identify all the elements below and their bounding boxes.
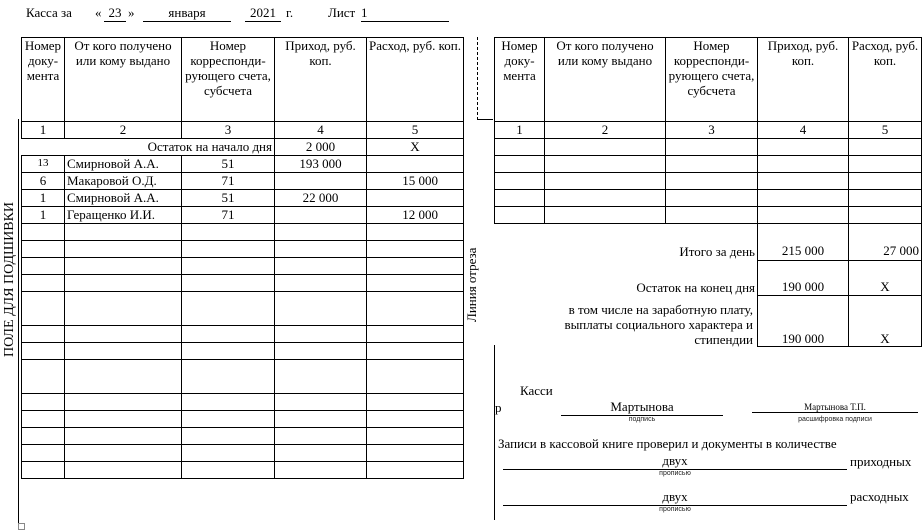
col-number: 2	[65, 122, 182, 139]
signature-caption: подпись	[628, 416, 656, 423]
right-ledger-table	[494, 37, 922, 347]
cut-line	[477, 37, 478, 120]
row-expense: 12 000	[367, 207, 464, 224]
col-number: 3	[182, 122, 275, 139]
col-income-header: Приход, руб. коп.	[275, 38, 367, 122]
year-suffix: г.	[286, 5, 294, 20]
col-number: 5	[849, 122, 922, 139]
outgoing-caption: прописью	[659, 506, 691, 513]
closing-balance-expense: Х	[849, 261, 922, 296]
binding-field-label: ПОЛЕ ДЛЯ ПОДШИВКИ	[2, 201, 17, 357]
empty-row	[495, 190, 922, 207]
left-ledger-table	[21, 37, 464, 479]
cashier-label: Касси	[520, 383, 553, 398]
incoming-label: приходных	[850, 454, 912, 469]
cut-line-tick	[477, 119, 493, 120]
empty-row	[22, 241, 464, 258]
month-value: января	[143, 5, 231, 22]
col-from-to-header: От кого получено или кому выдано	[65, 38, 182, 122]
empty-row	[22, 326, 464, 343]
salary-row	[495, 296, 922, 347]
table-row	[22, 173, 464, 190]
col-income-header: Приход, руб. коп.	[758, 38, 849, 122]
col-number: 2	[545, 122, 666, 139]
col-account-header: Номер корреспонди-рующего счета, субсчета	[666, 38, 758, 122]
year-value: 2021	[245, 5, 281, 22]
right-form-border	[494, 345, 495, 520]
col-expense-header: Расход, руб. коп.	[367, 38, 464, 122]
cashier-signature: Мартынова	[561, 399, 723, 416]
row-expense	[367, 190, 464, 207]
cashier-label-tail: р	[495, 400, 502, 415]
row-income	[275, 173, 367, 190]
outgoing-label: расходных	[850, 489, 909, 504]
col-number: 5	[367, 122, 464, 139]
day-total-expense: 27 000	[849, 224, 922, 261]
table-row	[22, 207, 464, 224]
page-corner-mark	[18, 523, 25, 530]
row-income: 193 000	[275, 156, 367, 173]
salary-label-line: выплаты социального характера и	[564, 316, 753, 332]
row-doc: 1	[22, 207, 65, 224]
empty-row	[22, 258, 464, 275]
incoming-caption: прописью	[659, 470, 691, 477]
row-doc: 13	[22, 156, 65, 173]
incoming-count: двух	[503, 453, 847, 470]
right-header-row	[495, 38, 922, 122]
col-expense-header: Расход, руб. коп.	[849, 38, 922, 122]
salary-label	[495, 296, 758, 347]
left-col-numbers-row	[22, 122, 464, 139]
decoded-caption: расшифровка подписи	[798, 416, 872, 423]
col-number: 1	[495, 122, 545, 139]
close-quote: »	[128, 5, 135, 20]
cut-line-label: Линия отреза	[464, 247, 479, 322]
col-from-to-header: От кого получено или кому выдано	[545, 38, 666, 122]
salary-income: 190 000	[758, 296, 849, 347]
col-number: 3	[666, 122, 758, 139]
empty-row	[22, 275, 464, 292]
row-income: 22 000	[275, 190, 367, 207]
row-account: 51	[182, 156, 275, 173]
col-number: 1	[22, 122, 65, 139]
col-doc-number-header: Номер доку-мента	[22, 38, 65, 122]
closing-balance-label: Остаток на конец дня	[495, 261, 758, 296]
col-account-header: Номер корреспонди-рующего счета, субсчета	[182, 38, 275, 122]
col-number: 4	[758, 122, 849, 139]
row-doc: 1	[22, 190, 65, 207]
salary-expense: Х	[849, 296, 922, 347]
opening-balance-expense: Х	[367, 139, 464, 156]
closing-balance-row	[495, 261, 922, 296]
open-quote: «	[95, 5, 102, 20]
empty-row	[22, 360, 464, 394]
empty-row	[495, 173, 922, 190]
empty-row	[22, 462, 464, 479]
empty-row	[22, 224, 464, 241]
row-account: 71	[182, 207, 275, 224]
sheet-label: Лист	[328, 5, 356, 20]
right-col-numbers-row	[495, 122, 922, 139]
day-total-income: 215 000	[758, 224, 849, 261]
row-name: Смирновой А.А.	[65, 156, 182, 173]
row-expense	[367, 156, 464, 173]
kassa-label: Касса за	[26, 5, 72, 20]
empty-row	[495, 156, 922, 173]
row-account: 71	[182, 173, 275, 190]
day-total-row	[495, 224, 922, 261]
row-name: Макаровой О.Д.	[65, 173, 182, 190]
table-row	[22, 156, 464, 173]
col-doc-number-header: Номер доку-мента	[495, 38, 545, 122]
empty-row	[22, 445, 464, 462]
empty-row	[495, 207, 922, 224]
empty-row	[22, 292, 464, 326]
opening-balance-row	[22, 139, 464, 156]
opening-balance-label: Остаток на начало дня	[22, 139, 275, 156]
row-expense: 15 000	[367, 173, 464, 190]
empty-row	[22, 428, 464, 445]
row-income	[275, 207, 367, 224]
cashier-decoded-name: Мартынова Т.П.	[752, 402, 918, 413]
sheet-number: 1	[361, 5, 449, 22]
row-account: 51	[182, 190, 275, 207]
empty-row	[22, 411, 464, 428]
empty-row	[22, 394, 464, 411]
salary-label-line: стипендии	[694, 331, 753, 347]
opening-balance-income: 2 000	[275, 139, 367, 156]
outgoing-count: двух	[503, 489, 847, 506]
salary-label-line: в том числе на заработную плату,	[568, 301, 753, 317]
table-row	[22, 190, 464, 207]
row-name: Смирновой А.А.	[65, 190, 182, 207]
closing-balance-income: 190 000	[758, 261, 849, 296]
row-name: Геращенко И.И.	[65, 207, 182, 224]
left-header-row	[22, 38, 464, 122]
empty-row	[22, 343, 464, 360]
col-number: 4	[275, 122, 367, 139]
row-doc: 6	[22, 173, 65, 190]
empty-row	[495, 139, 922, 156]
day-value: 23	[104, 5, 126, 22]
check-text: Записи в кассовой книге проверил и документы в количестве	[498, 436, 837, 451]
day-total-label: Итого за день	[495, 224, 758, 261]
